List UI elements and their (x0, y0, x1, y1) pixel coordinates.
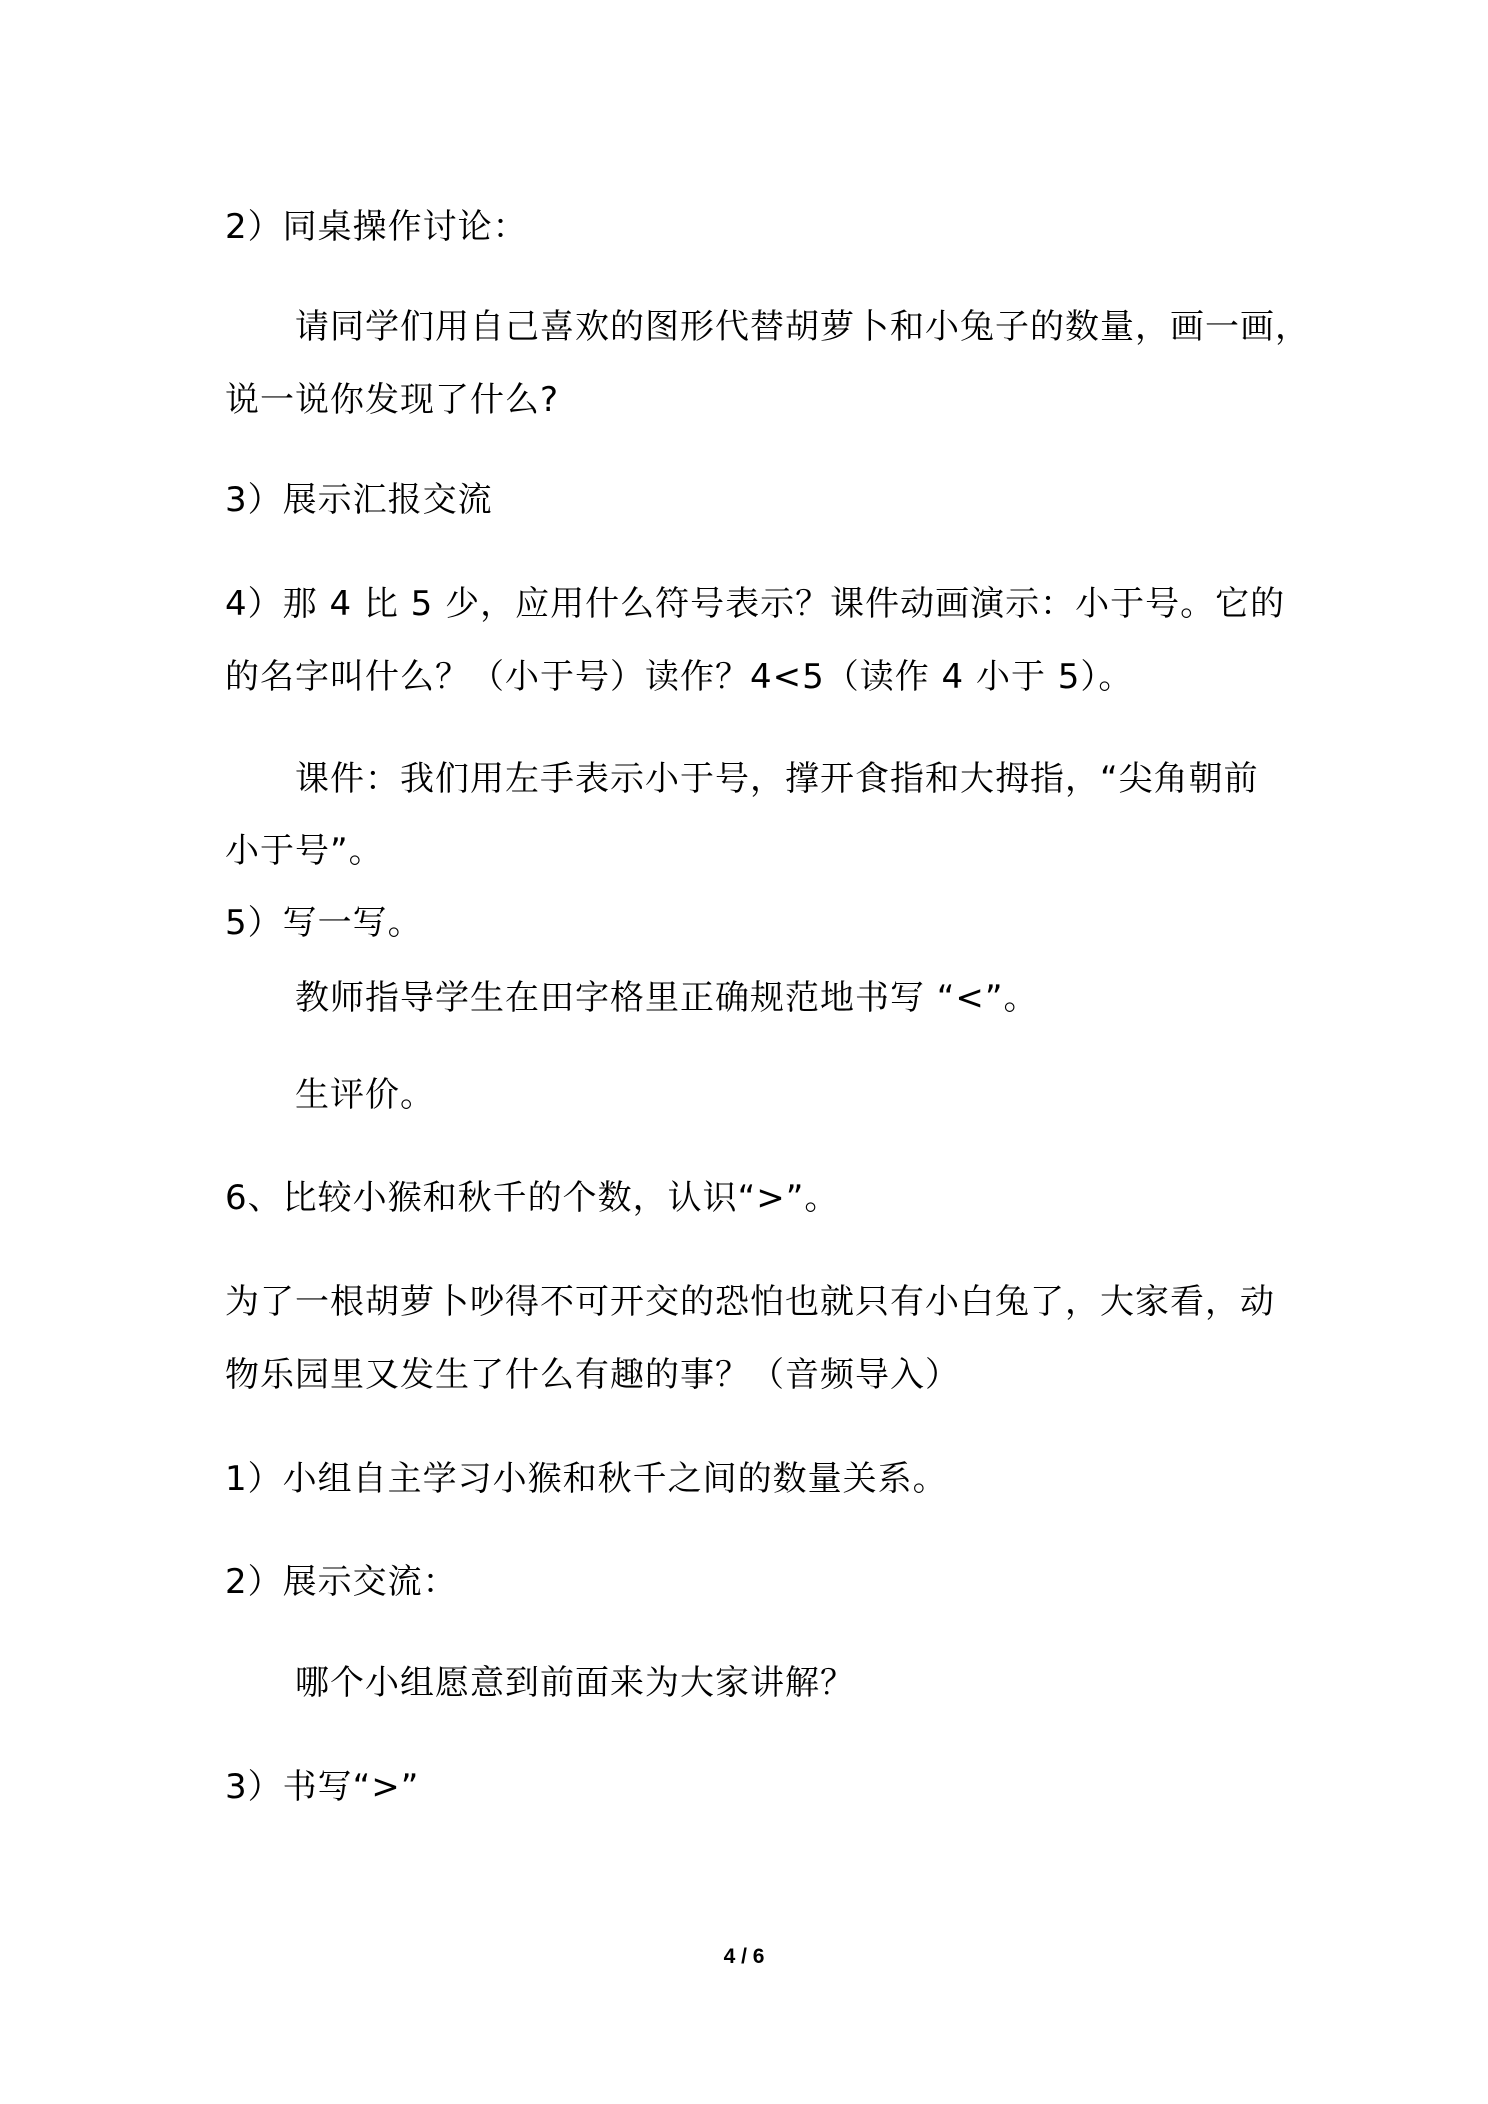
step-2-heading: 2）同桌操作讨论： (225, 207, 528, 247)
paragraph-line: 生评价。 (295, 1075, 435, 1115)
section-6-heading: 6、比较小猴和秋千的个数，认识“>”。 (225, 1178, 840, 1218)
paragraph-line: 教师指导学生在田字格里正确规范地书写 “<”。 (295, 978, 1039, 1018)
step-1-heading: 1）小组自主学习小猴和秋千之间的数量关系。 (225, 1459, 948, 1499)
paragraph-line: 为了一根胡萝卜吵得不可开交的恐怕也就只有小白兔了，大家看，动 (225, 1282, 1275, 1322)
step-5-heading: 5）写一写。 (225, 903, 423, 943)
paragraph-line: 请同学们用自己喜欢的图形代替胡萝卜和小兔子的数量，画一画， (295, 307, 1310, 347)
step-2-heading: 2）展示交流： (225, 1562, 458, 1602)
paragraph-line: 哪个小组愿意到前面来为大家讲解？ (295, 1663, 855, 1703)
paragraph-line: 的名字叫什么？（小于号）读作？4<5（读作 4 小于 5）。 (225, 657, 1134, 697)
paragraph-line: 课件：我们用左手表示小于号，撑开食指和大拇指，“尖角朝前 (295, 759, 1259, 799)
step-3-heading: 3）展示汇报交流 (225, 480, 493, 520)
paragraph-line: 物乐园里又发生了什么有趣的事？（音频导入） (225, 1355, 960, 1395)
page-number: 4 / 6 (723, 1945, 765, 1968)
paragraph-line: 说一说你发现了什么? (225, 380, 560, 420)
step-4-heading: 4）那 4 比 5 少，应用什么符号表示？课件动画演示：小于号。它的 (225, 584, 1286, 624)
paragraph-line: 小于号”。 (225, 831, 384, 871)
step-3-heading: 3）书写“>” (225, 1767, 420, 1807)
